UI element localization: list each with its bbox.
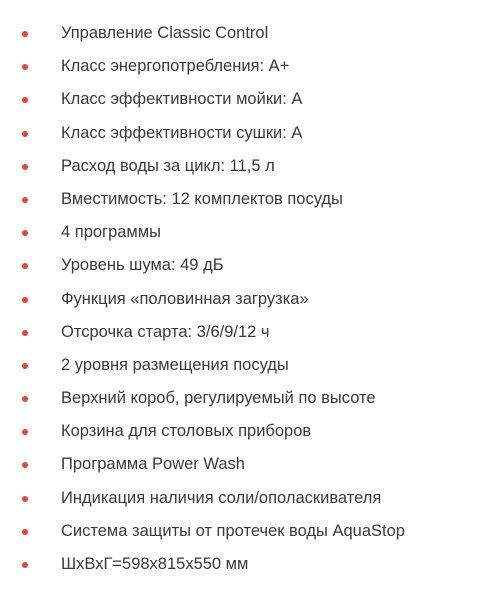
spec-text: 2 уровня размещения посуды — [61, 355, 289, 374]
spec-text: Система защиты от протечек воды AquaStop — [61, 521, 405, 540]
list-item — [0, 150, 484, 183]
list-item — [0, 515, 484, 548]
bullet-icon — [22, 64, 28, 70]
bullet-icon — [22, 496, 28, 502]
list-item — [0, 17, 484, 50]
spec-text: Верхний короб, регулируемый по высоте — [61, 389, 376, 408]
list-item — [0, 482, 484, 515]
spec-text: Класс эффективности сушки: А — [61, 123, 303, 142]
list-item — [0, 283, 484, 316]
spec-text: 4 программы — [61, 223, 161, 242]
list-item — [0, 349, 484, 382]
bullet-icon — [22, 97, 28, 103]
bullet-icon — [22, 164, 28, 170]
spec-text: Корзина для столовых приборов — [61, 422, 312, 441]
bullet-icon — [22, 31, 28, 37]
bullet-icon — [22, 462, 28, 468]
spec-text: ШхВхГ=598х815х550 мм — [61, 555, 249, 573]
spec-text: Отсрочка старта: 3/6/9/12 ч — [61, 322, 270, 341]
spec-text: Класс эффективности мойки: А — [61, 90, 303, 109]
spec-text: Уровень шума: 49 дБ — [61, 256, 224, 275]
spec-text: Вместимость: 12 комплектов посуды — [61, 189, 343, 208]
list-item — [0, 249, 484, 282]
list-item — [0, 448, 484, 481]
list-item — [0, 216, 484, 249]
spec-text: Класс энергопотребления: А+ — [61, 57, 290, 76]
bullet-icon — [22, 363, 28, 369]
list-item — [0, 117, 484, 150]
spec-text: Индикация наличия соли/ополаскивателя — [61, 488, 382, 507]
bullet-icon — [22, 297, 28, 303]
bullet-icon — [22, 396, 28, 402]
list-item — [0, 183, 484, 216]
bullet-icon — [22, 330, 28, 336]
bullet-icon — [22, 197, 28, 203]
bullet-icon — [22, 131, 28, 137]
bullet-icon — [22, 230, 28, 236]
list-item — [0, 83, 484, 116]
list-item — [0, 316, 484, 349]
spec-text: Расход воды за цикл: 11,5 л — [61, 156, 275, 175]
spec-text: Управление Classic Control — [61, 24, 269, 42]
list-item — [0, 548, 484, 581]
bullet-icon — [22, 562, 28, 568]
spec-text: Программа Power Wash — [61, 455, 245, 474]
list-item — [0, 382, 484, 415]
list-item — [0, 50, 484, 83]
bullet-icon — [22, 529, 28, 535]
spec-text: Функция «половинная загрузка» — [61, 289, 309, 308]
bullet-icon — [22, 429, 28, 435]
bullet-icon — [22, 263, 28, 269]
list-item — [0, 415, 484, 448]
